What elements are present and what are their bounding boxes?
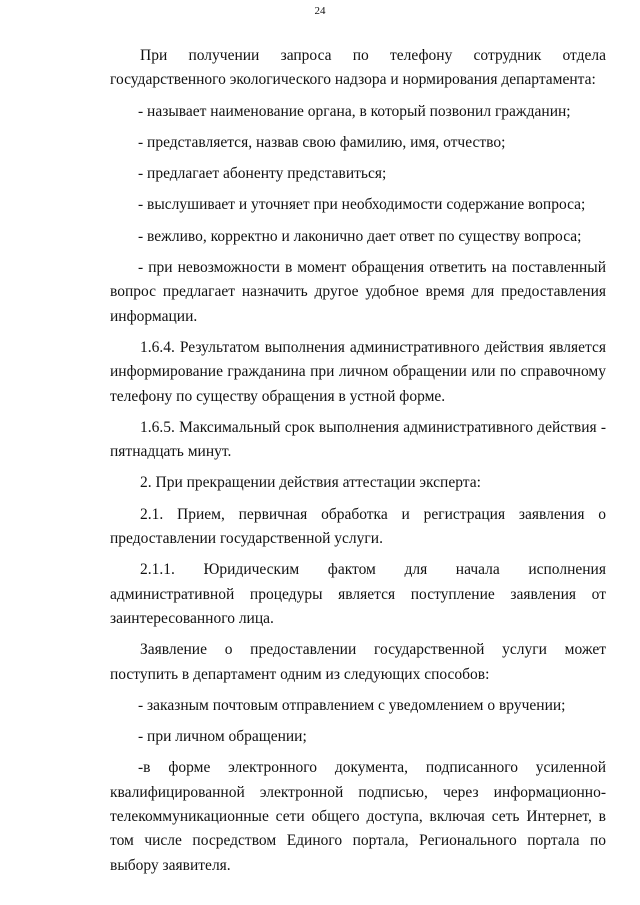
list-item-postal: - заказным почтовым отправлением с уведомлением о вручении; [138,696,566,714]
page-number: 24 [314,5,326,17]
document-body [110,44,606,885]
list-item-names-organ: - называет наименование органа, в который позвонил гражданин; [138,102,571,120]
list-item-offers-other-time: - при невозможности в момент обращения ответить на поставленный вопрос предлагает назначить другое удобное время для предоставления информации. [110,259,606,325]
paragraph-submission-ways: Заявление о предоставлении государственной услуги может поступить в департамент одним из следующих способов: [110,641,606,683]
paragraph-2-1: 2.1. Прием, первичная обработка и регистрация заявления о предоставлении государственной услуги. [110,505,606,548]
paragraph-1-6-4: 1.6.4. Результатом выполнения административного действия является информирование гражданина при личном обращении или по справочному телефону по существу обращения в устной форме. [110,338,606,405]
paragraph-1-6-5: 1.6.5. Максимальный срок выполнения административного действия - пятнадцать минут. [110,418,606,461]
list-item-answers-politely: - вежливо, корректно и лаконично дает ответ по существу вопроса; [138,227,582,245]
paragraph-phone-request-intro: При получении запроса по телефону сотрудник отдела государственного экологического надзора и нормирования департамента: [110,47,606,89]
list-item-asks-introduce: - предлагает абоненту представиться; [138,165,387,183]
paragraph-section-2: 2. При прекращении действия аттестации эксперта: [140,474,481,492]
list-item-listens: - выслушивает и уточняет при необходимости содержание вопроса; [138,196,586,214]
list-item-introduces-self: - представляется, назвав свою фамилию, имя, отчество; [138,133,506,151]
list-item-electronic: -в форме электронного документа, подписанного усиленной квалифицированной электронной подписью, через информационно-телекоммуникационные сети общего доступа, включая сеть Интернет, в том числе посредством Единого портала, Регионального портала по выбору заявителя. [110,759,606,874]
paragraph-2-1-1: 2.1.1. Юридическим фактом для начала исполнения административной процедуры является поступление заявления от заинтересованного лица. [110,561,606,627]
list-item-in-person: - при личном обращении; [138,728,307,746]
